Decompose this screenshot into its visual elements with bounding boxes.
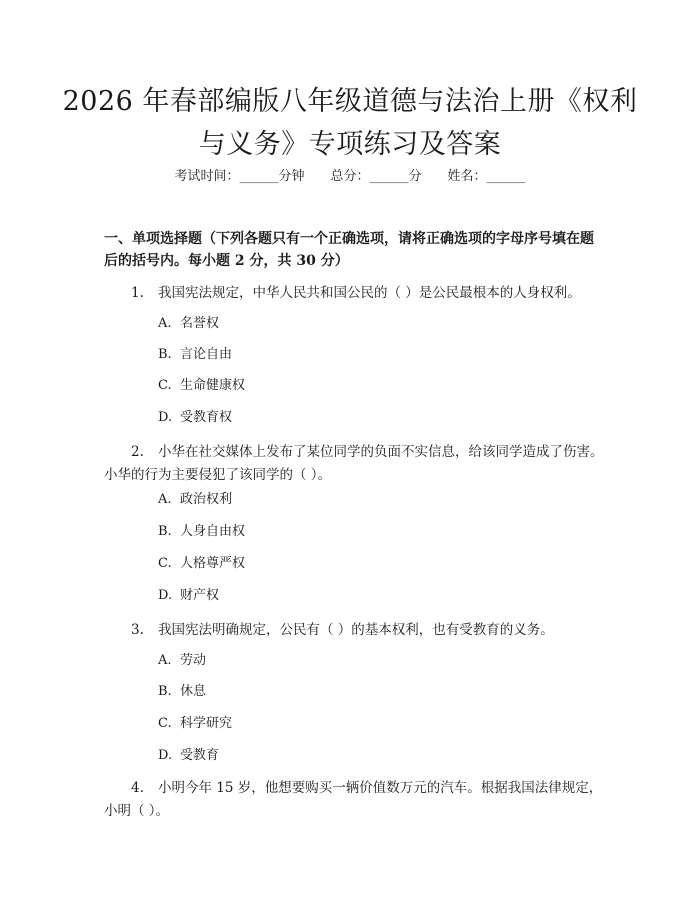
option-letter: C.: [158, 378, 172, 393]
question-text: 小华在社交媒体上发布了某位同学的负面不实信息，给该同学造成了伤害。小华的行为主要侵犯了该同学的（ ）。: [104, 444, 604, 483]
option-letter: D.: [158, 748, 173, 763]
student-name: 姓名：______: [447, 169, 526, 184]
option-letter: C.: [158, 556, 172, 571]
question-4: [104, 777, 604, 823]
question-text: 我国宪法明确规定，公民有（ ）的基本权利，也有受教育的义务。: [158, 622, 554, 638]
option-text: 人身自由权: [180, 524, 246, 539]
question-text: 我国宪法规定，中华人民共和国公民的（ ）是公民最根本的人身权利。: [158, 285, 581, 301]
option-text: 受教育: [180, 748, 220, 763]
option-text: 言论自由: [180, 347, 233, 362]
option-letter: C.: [158, 716, 172, 731]
option-3c: [158, 715, 232, 733]
option-letter: A.: [158, 316, 172, 331]
question-1: [104, 282, 604, 305]
option-letter: B.: [158, 347, 172, 362]
question-number: 2.: [131, 444, 144, 460]
option-1b: [158, 346, 232, 364]
option-2b: [158, 523, 245, 541]
option-letter: A.: [158, 653, 172, 668]
option-letter: D.: [158, 588, 173, 603]
exam-info: [0, 168, 700, 186]
option-text: 科学研究: [180, 716, 233, 731]
option-3b: [158, 683, 206, 701]
option-text: 名誉权: [180, 316, 220, 331]
option-text: 劳动: [180, 653, 207, 668]
section-heading: 一、单项选择题（下列各题只有一个正确选项，请将正确选项的字母序号填在题后的括号内。每小题 2 分，共 30 分）: [104, 231, 594, 269]
option-text: 政治权利: [180, 492, 233, 507]
option-text: 人格尊严权: [180, 556, 246, 571]
document-title: 2026 年春部编版八年级道德与法治上册《权利与义务》专项练习及答案: [62, 86, 638, 160]
question-number: 3.: [131, 622, 144, 638]
question-2: [104, 441, 604, 487]
option-3a: [158, 652, 206, 670]
option-2d: [158, 587, 219, 605]
question-number: 1.: [131, 285, 144, 301]
option-text: 休息: [180, 684, 207, 699]
option-2a: [158, 491, 232, 509]
option-letter: B.: [158, 684, 172, 699]
option-text: 受教育权: [180, 410, 233, 425]
option-text: 财产权: [180, 588, 220, 603]
question-number: 4.: [131, 780, 144, 796]
total-score: 总分：______分: [330, 169, 422, 184]
option-3d: [158, 747, 219, 765]
option-1c: [158, 377, 245, 395]
option-letter: D.: [158, 410, 173, 425]
exam-time: 考试时间：______分钟: [174, 169, 305, 184]
question-text: 小明今年 15 岁，他想要购买一辆价值数万元的汽车。根据我国法律规定，小明（ ）。: [104, 780, 603, 819]
question-3: [104, 619, 604, 642]
option-1d: [158, 409, 232, 427]
option-letter: B.: [158, 524, 172, 539]
option-letter: A.: [158, 492, 172, 507]
option-1a: [158, 315, 219, 333]
option-2c: [158, 555, 245, 573]
option-text: 生命健康权: [180, 378, 246, 393]
